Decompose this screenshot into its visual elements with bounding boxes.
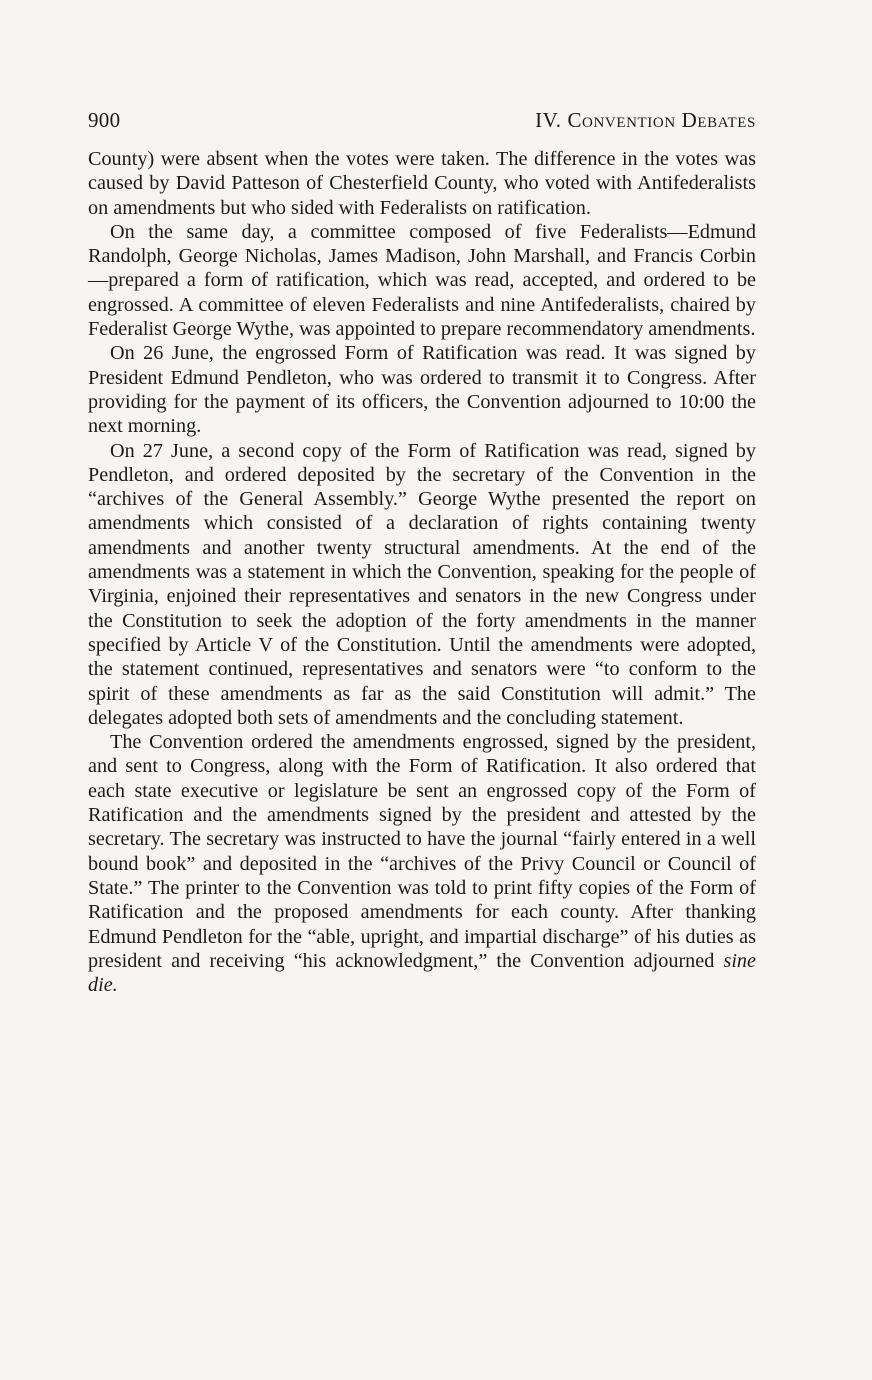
paragraph: On 27 June, a second copy of the Form of Ratification was read, signed by Pendleton, and ordered deposited by the secretary of the Convention in the “archives of the General Assembly.” George Wythe presented the report on amendments which consisted of a declaration of rights containing twenty amendments and another twenty structural amendments. At the end of the amendments was a statement in which the Convention, speaking for the people of Virginia, enjoined their representatives and senators in the new Congress under the Constitution to seek the adoption of the forty amendments in the manner specified by Article V of the Constitution. Until the amendments were adopted, the statement continued, representatives and senators were “to conform to the spirit of these amendments as far as the said Constitution will admit.” The delegates adopted both sets of amendments and the concluding statement. [88, 439, 756, 729]
paragraph-final [88, 730, 756, 997]
book-page [88, 108, 756, 997]
paragraph: On 26 June, the engrossed Form of Ratification was read. It was signed by President Edmund Pendleton, who was ordered to transmit it to Congress. After providing for the payment of its officers, the Convention adjourned to 10:00 the next morning. [88, 342, 756, 438]
paragraph-continued: County) were absent when the votes were taken. The difference in the votes was caused by David Patteson of Chesterfield County, who voted with Antifederalists on amendments but who sided with Federalists on ratification. [88, 148, 756, 219]
body-text [88, 147, 756, 997]
paragraph: On the same day, a committee composed of five Federalists—Edmund Randolph, George Nicholas, James Madison, John Marshall, and Francis Corbin—prepared a form of ratification, which was read, accepted, and ordered to be engrossed. A committee of eleven Federalists and nine Antifederalists, chaired by Federalist George Wythe, was appointed to prepare recommendatory amendments. [88, 220, 756, 341]
running-head: IV. Convention Debates [535, 108, 756, 132]
paragraph-final-text: The Convention ordered the amendments engrossed, signed by the president, and sent to Congress, along with the Form of Ratification. It also ordered that each state executive or legislature be sent an engrossed copy of the Form of Ratification and the amendments signed by the president and attested by the secretary. The secretary was instructed to have the journal “fairly entered in a well bound book” and deposited in the “archives of the Privy Council or Council of State.” The printer to the Convention was told to print fifty copies of the Form of Ratification and the proposed amendments for each county. After thanking Edmund Pendleton for the “able, upright, and impartial discharge” of his duties as president and receiving “his acknowledgment,” the Convention adjourned [88, 731, 756, 972]
page-number: 900 [88, 108, 121, 132]
page-header [88, 108, 756, 133]
sine-die-italic: sine die. [88, 949, 756, 997]
